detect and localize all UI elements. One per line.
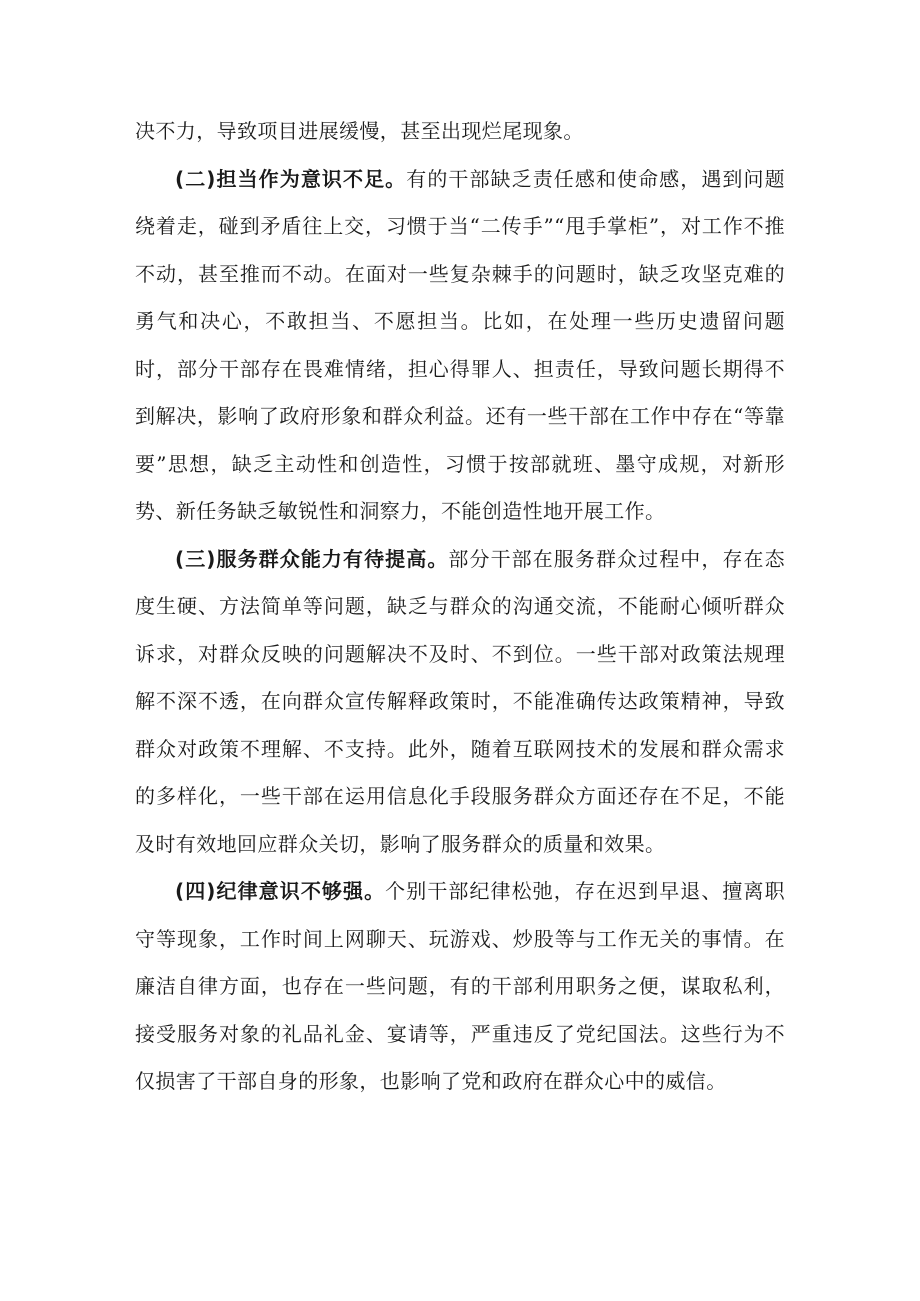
- paragraph-responsibility: [135, 156, 785, 536]
- paragraph-continuation: [135, 108, 785, 156]
- document-body: [135, 108, 785, 1106]
- section-heading: (三)服务群众能力有待提高。: [175, 546, 449, 571]
- paragraph-body: 部分干部在服务群众过程中，存在态度生硬、方法简单等问题，缺乏与群众的沟通交流，不能耐心倾听群众诉求，对群众反映的问题解决不及时、不到位。一些干部对政策法规理解不深不透，在向群众宣传解释政策时，不能准确传达政策精神，导致群众对政策不理解、不支持。此外，随着互联网技术的发展和群众需求的多样化，一些干部在运用信息化手段服务群众方面还存在不足，不能及时有效地回应群众关切，影响了服务群众的质量和效果。: [135, 546, 785, 856]
- paragraph-body: 有的干部缺乏责任感和使命感，遇到问题绕着走，碰到矛盾往上交，习惯于当“二传手”“甩手掌柜”，对工作不推不动，甚至推而不动。在面对一些复杂棘手的问题时，缺乏攻坚克难的勇气和决心，不敢担当、不愿担当。比如，在处理一些历史遗留问题时，部分干部存在畏难情绪，担心得罪人、担责任，导致问题长期得不到解决，影响了政府形象和群众利益。还有一些干部在工作中存在“等靠要”思想，缺乏主动性和创造性，习惯于按部就班、墨守成规，对新形势、新任务缺乏敏锐性和洞察力，不能创造性地开展工作。: [135, 166, 785, 523]
- section-heading: (二)担当作为意识不足。: [175, 166, 407, 191]
- paragraph-body: 个别干部纪律松弛，存在迟到早退、擅离职守等现象，工作时间上网聊天、玩游戏、炒股等与工作无关的事情。在廉洁自律方面，也存在一些问题，有的干部利用职务之便，谋取私利，接受服务对象的礼品礼金、宴请等，严重违反了党纪国法。这些行为不仅损害了干部自身的形象，也影响了党和政府在群众心中的威信。: [135, 879, 785, 1093]
- paragraph-discipline: [135, 868, 785, 1106]
- paragraph-body: 决不力，导致项目进展缓慢，甚至出现烂尾现象。: [135, 119, 584, 143]
- section-heading: (四)纪律意识不够强。: [175, 879, 386, 903]
- paragraph-service: [135, 536, 785, 869]
